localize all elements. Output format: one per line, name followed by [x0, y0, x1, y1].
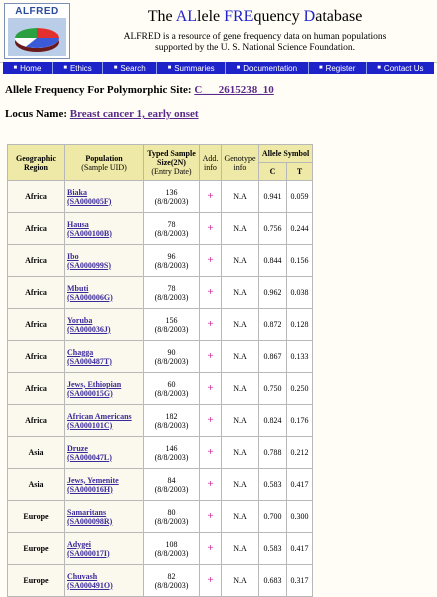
population-cell — [65, 469, 144, 501]
genotype-info-cell: N.A — [222, 405, 259, 437]
region-cell: Africa — [8, 405, 65, 437]
population-cell — [65, 213, 144, 245]
entry-date: (8/8/2003) — [154, 420, 189, 430]
population-link[interactable]: Chuvash — [67, 571, 98, 581]
allele-t-value: 0.212 — [287, 437, 313, 469]
sample-uid-link[interactable]: (SA000099S) — [67, 260, 112, 270]
allele-c-value: 0.872 — [259, 309, 287, 341]
region-cell: Africa — [8, 181, 65, 213]
population-link[interactable]: Adygei — [67, 539, 91, 549]
sample-uid-link[interactable]: (SA000017I) — [67, 548, 110, 558]
allele-symbol-header: Allele Symbol — [259, 145, 313, 163]
sample-size: 146 — [165, 443, 178, 453]
allele-t-value: 0.038 — [287, 277, 313, 309]
allele-c-header: C — [259, 163, 287, 181]
sample-size: 60 — [167, 379, 176, 389]
nav-register[interactable] — [309, 62, 367, 74]
title-highlight: FRE — [224, 8, 254, 25]
nav-label: Ethics — [69, 63, 92, 73]
typed-sample-cell — [144, 341, 200, 373]
sample-size: 90 — [167, 347, 176, 357]
table-row — [8, 405, 313, 437]
logo-text: ALFRED — [15, 6, 59, 17]
sample-uid-link[interactable]: (SA000098R) — [67, 516, 113, 526]
site-title — [80, 8, 430, 26]
polymorphic-site-link[interactable]: C___2615238_10 — [194, 84, 274, 96]
population-cell — [65, 181, 144, 213]
table-row — [8, 501, 313, 533]
title-text: atabase — [315, 8, 363, 25]
add-info-plus-icon[interactable]: + — [200, 181, 222, 213]
allele-t-header: T — [287, 163, 313, 181]
entry-date: (8/8/2003) — [154, 324, 189, 334]
sample-uid-link[interactable]: (SA000487T) — [67, 356, 112, 366]
region-cell: Africa — [8, 277, 65, 309]
nav-home[interactable] — [3, 62, 53, 74]
add-info-plus-icon[interactable]: + — [200, 309, 222, 341]
allele-c-value: 0.844 — [259, 245, 287, 277]
title-highlight: AL — [175, 8, 198, 25]
genotype-info-cell: N.A — [222, 533, 259, 565]
allele-c-value: 0.824 — [259, 405, 287, 437]
allele-c-value: 0.683 — [259, 565, 287, 597]
typed-sample-cell — [144, 533, 200, 565]
sample-uid-link[interactable]: (SA000491O) — [67, 580, 113, 590]
population-link[interactable]: Yoruba — [67, 315, 93, 325]
nav-bullet-icon: ■ — [318, 65, 323, 71]
site-description — [80, 32, 430, 54]
genotype-info-header: Genotype info — [222, 145, 259, 181]
entry-date: (8/8/2003) — [154, 484, 189, 494]
locus-name-link[interactable]: Breast cancer 1, early onset — [69, 108, 199, 120]
region-cell: Africa — [8, 341, 65, 373]
population-link[interactable]: Samaritans — [67, 507, 107, 517]
typed-sample-cell — [144, 501, 200, 533]
allele-c-value: 0.941 — [259, 181, 287, 213]
title-text: lele — [197, 8, 225, 25]
entry-date: (8/8/2003) — [154, 260, 189, 270]
region-cell: Europe — [8, 501, 65, 533]
typed-sample-cell — [144, 405, 200, 437]
description-line: supported by the U. S. National Science Foundation. — [155, 43, 355, 53]
add-info-plus-icon[interactable]: + — [200, 437, 222, 469]
pie-chart-logo-icon — [8, 18, 66, 56]
population-link[interactable]: Jews, Yemenite — [67, 475, 119, 485]
allele-c-value: 0.867 — [259, 341, 287, 373]
population-link[interactable]: Jews, Ethiopian — [67, 379, 122, 389]
alfred-logo[interactable] — [4, 3, 70, 59]
population-cell — [65, 373, 144, 405]
sample-size: 108 — [165, 539, 178, 549]
allele-c-value: 0.962 — [259, 277, 287, 309]
table-row — [8, 341, 313, 373]
region-cell: Africa — [8, 245, 65, 277]
nav-search[interactable] — [103, 62, 157, 74]
sample-size: 156 — [165, 315, 178, 325]
population-cell — [65, 245, 144, 277]
nav-bullet-icon: ■ — [63, 65, 67, 71]
genotype-info-cell: N.A — [222, 181, 259, 213]
sample-size: 78 — [167, 219, 176, 229]
allele-t-value: 0.244 — [287, 213, 313, 245]
sample-uid-link[interactable]: (SA000016H) — [67, 484, 113, 494]
entry-date: (8/8/2003) — [154, 292, 189, 302]
table-row — [8, 277, 313, 309]
entry-date: (8/8/2003) — [154, 388, 189, 398]
table-row — [8, 213, 313, 245]
typed-sample-label: Typed Sample Size(2N) — [147, 149, 196, 167]
locus-name-label: Locus Name: — [5, 108, 70, 120]
population-cell — [65, 437, 144, 469]
add-info-header: Add. info — [200, 145, 222, 181]
sample-size: 182 — [165, 411, 178, 421]
sample-uid-link[interactable]: (SA000015G) — [67, 388, 113, 398]
typed-sample-cell — [144, 277, 200, 309]
allele-t-value: 0.156 — [287, 245, 313, 277]
allele-c-value: 0.700 — [259, 501, 287, 533]
typed-sample-cell — [144, 245, 200, 277]
population-link[interactable]: African Americans — [67, 411, 132, 421]
allele-frequency-label: Allele Frequency For Polymorphic Site: — [5, 84, 195, 96]
add-info-plus-icon[interactable]: + — [200, 501, 222, 533]
nav-bullet-icon: ■ — [377, 65, 381, 71]
typed-sample-sub: (Entry Date) — [151, 167, 192, 176]
region-cell: Asia — [8, 437, 65, 469]
population-cell — [65, 405, 144, 437]
region-cell: Europe — [8, 565, 65, 597]
nav-documentation[interactable] — [226, 62, 308, 74]
add-info-plus-icon[interactable]: + — [200, 277, 222, 309]
sample-uid-link[interactable]: (SA000005F) — [67, 196, 112, 206]
population-cell — [65, 501, 144, 533]
genotype-info-cell: N.A — [222, 469, 259, 501]
entry-date: (8/8/2003) — [154, 196, 189, 206]
table-row — [8, 469, 313, 501]
population-cell — [65, 565, 144, 597]
region-cell: Africa — [8, 309, 65, 341]
page-header — [0, 0, 437, 63]
typed-sample-cell — [144, 469, 200, 501]
typed-sample-cell — [144, 437, 200, 469]
entry-date: (8/8/2003) — [154, 548, 189, 558]
population-link[interactable]: Druze — [67, 443, 88, 453]
sample-uid-link[interactable]: (SA000101C) — [67, 420, 113, 430]
sample-size: 80 — [167, 507, 176, 517]
title-text: quency — [253, 8, 304, 25]
add-info-plus-icon[interactable]: + — [200, 469, 222, 501]
population-cell — [65, 533, 144, 565]
population-link[interactable]: Hausa — [67, 219, 89, 229]
table-body — [8, 181, 313, 597]
sample-size: 84 — [167, 475, 176, 485]
table-row — [8, 181, 313, 213]
add-info-plus-icon[interactable]: + — [200, 213, 222, 245]
allele-frequency-table — [7, 144, 313, 597]
sample-uid-link[interactable]: (SA000100B) — [67, 228, 112, 238]
add-info-plus-icon[interactable]: + — [200, 245, 222, 277]
allele-t-value: 0.417 — [287, 469, 313, 501]
typed-sample-cell — [144, 213, 200, 245]
nav-contact-us[interactable] — [367, 62, 434, 74]
population-header-sub: (Sample UID) — [81, 162, 127, 172]
allele-frequency-heading — [5, 84, 274, 96]
table-row — [8, 309, 313, 341]
allele-t-value: 0.128 — [287, 309, 313, 341]
nav-summaries[interactable] — [157, 62, 226, 74]
table-row — [8, 533, 313, 565]
allele-c-value: 0.583 — [259, 469, 287, 501]
region-cell: Asia — [8, 469, 65, 501]
typed-sample-cell — [144, 373, 200, 405]
nav-label: Register — [325, 63, 356, 73]
allele-c-value: 0.750 — [259, 373, 287, 405]
nav-ethics[interactable] — [53, 62, 103, 74]
genotype-info-cell: N.A — [222, 341, 259, 373]
title-highlight: D — [303, 8, 316, 25]
locus-name-heading — [5, 108, 199, 120]
entry-date: (8/8/2003) — [154, 516, 189, 526]
allele-t-value: 0.300 — [287, 501, 313, 533]
genotype-info-cell: N.A — [222, 373, 259, 405]
add-info-plus-icon[interactable]: + — [200, 341, 222, 373]
allele-c-value: 0.788 — [259, 437, 287, 469]
genotype-info-cell: N.A — [222, 277, 259, 309]
add-info-plus-icon[interactable]: + — [200, 565, 222, 597]
population-link[interactable]: Ibo — [67, 251, 79, 261]
population-cell — [65, 309, 144, 341]
table-row — [8, 565, 313, 597]
population-link[interactable]: Chagga — [67, 347, 94, 357]
entry-date: (8/8/2003) — [154, 580, 189, 590]
nav-label: Search — [120, 63, 146, 73]
region-cell: Africa — [8, 213, 65, 245]
nav-label: Summaries — [174, 63, 215, 73]
sample-size: 96 — [167, 251, 176, 261]
add-info-plus-icon[interactable]: + — [200, 533, 222, 565]
typed-sample-cell — [144, 309, 200, 341]
entry-date: (8/8/2003) — [154, 452, 189, 462]
nav-bullet-icon: ■ — [13, 65, 18, 71]
allele-t-value: 0.133 — [287, 341, 313, 373]
population-cell — [65, 341, 144, 373]
title-text: The — [147, 8, 176, 25]
nav-label: Contact Us — [383, 63, 424, 73]
allele-t-value: 0.317 — [287, 565, 313, 597]
typed-sample-header — [144, 145, 200, 181]
entry-date: (8/8/2003) — [154, 356, 189, 366]
population-header — [65, 145, 144, 181]
typed-sample-cell — [144, 565, 200, 597]
sample-size: 136 — [165, 187, 178, 197]
add-info-plus-icon[interactable]: + — [200, 373, 222, 405]
nav-bullet-icon: ■ — [167, 65, 172, 71]
genotype-info-cell: N.A — [222, 437, 259, 469]
genotype-info-cell: N.A — [222, 245, 259, 277]
allele-c-value: 0.583 — [259, 533, 287, 565]
entry-date: (8/8/2003) — [154, 228, 189, 238]
genotype-info-cell: N.A — [222, 501, 259, 533]
region-cell: Europe — [8, 533, 65, 565]
sample-uid-link[interactable]: (SA000036J) — [67, 324, 111, 334]
allele-c-value: 0.756 — [259, 213, 287, 245]
region-header: Geographic Region — [8, 145, 65, 181]
sample-size: 82 — [167, 571, 176, 581]
main-navigation — [3, 62, 434, 74]
genotype-info-cell: N.A — [222, 565, 259, 597]
typed-sample-cell — [144, 181, 200, 213]
nav-bullet-icon: ■ — [113, 65, 118, 71]
population-header-label: Population — [85, 153, 123, 163]
allele-t-value: 0.417 — [287, 533, 313, 565]
allele-t-value: 0.176 — [287, 405, 313, 437]
allele-t-value: 0.250 — [287, 373, 313, 405]
nav-bullet-icon: ■ — [236, 65, 241, 71]
population-link[interactable]: Mbuti — [67, 283, 89, 293]
genotype-info-cell: N.A — [222, 309, 259, 341]
nav-label: Documentation — [243, 63, 298, 73]
description-line: ALFRED is a resource of gene frequency data on human populations — [123, 32, 387, 42]
population-cell — [65, 277, 144, 309]
table-row — [8, 373, 313, 405]
nav-label: Home — [20, 63, 42, 73]
population-link[interactable]: Biaka — [67, 187, 88, 197]
region-cell: Africa — [8, 373, 65, 405]
sample-uid-link[interactable]: (SA000047L) — [67, 452, 112, 462]
table-row — [8, 437, 313, 469]
sample-size: 78 — [167, 283, 176, 293]
sample-uid-link[interactable]: (SA000006G) — [67, 292, 113, 302]
add-info-plus-icon[interactable]: + — [200, 405, 222, 437]
allele-t-value: 0.059 — [287, 181, 313, 213]
genotype-info-cell: N.A — [222, 213, 259, 245]
table-row — [8, 245, 313, 277]
